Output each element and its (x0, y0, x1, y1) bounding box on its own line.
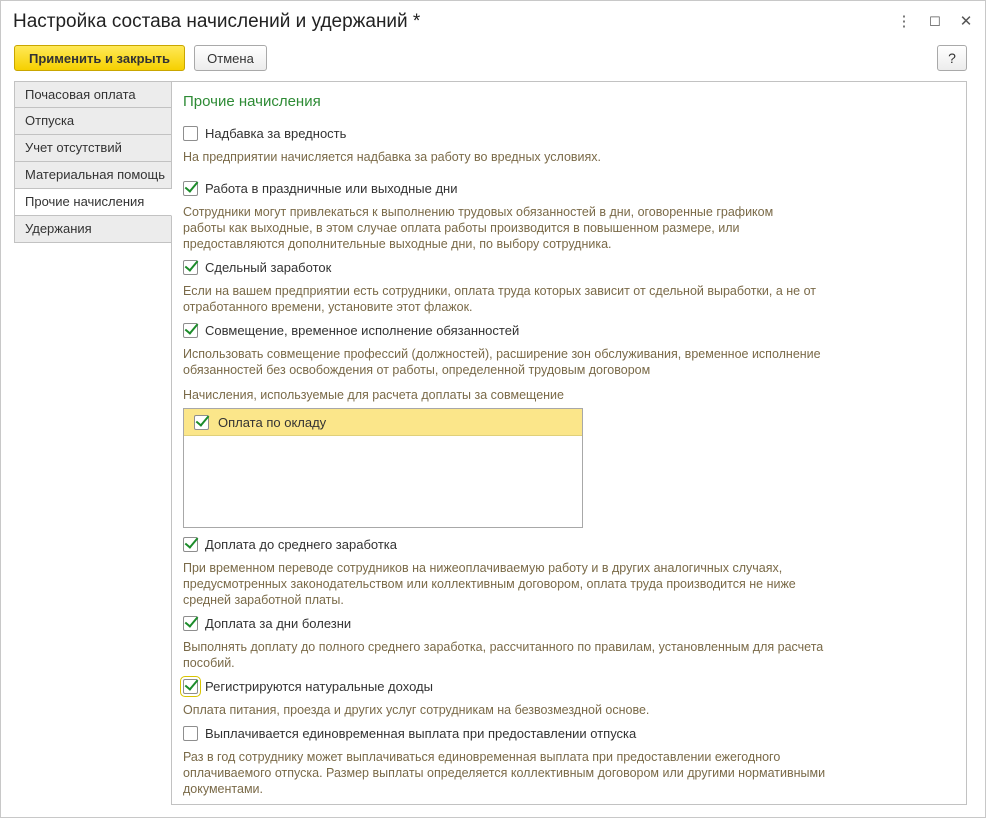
salary-pay-checkbox[interactable] (194, 415, 209, 430)
option-label: Доплата до среднего заработка (205, 537, 397, 552)
vacation-lump-sum-checkbox[interactable] (183, 726, 198, 741)
tab-other-accruals[interactable]: Прочие начисления (14, 189, 172, 216)
combination-checkbox[interactable] (183, 323, 198, 338)
option-description: Раз в год сотруднику может выплачиваться единовременная выплата при предоставлении ежегодного оплачиваемого отпуска. Размер выплаты определяется коллективным договором или другими нормативными документами. (183, 750, 826, 796)
option-holiday-work[interactable] (183, 181, 457, 196)
option-description: Сотрудники могут привлекаться к выполнению трудовых обязанностей в дни, оговоренные графиком работы как выходные, в этом случае оплата работы производится в повышенном размере, или предоставляются дополнительные выходные дни, по выбору сотрудника. (183, 205, 774, 251)
tab-material-aid[interactable]: Материальная помощь (14, 162, 172, 189)
option-description: При временном переводе сотрудников на нижеоплачиваемую работу и в других аналогичных случаях, предусмотренных законодательством или коллективным договором, оплата труда производится не ниже средней заработной платы. (183, 561, 796, 607)
option-label: Совмещение, временное исполнение обязанностей (205, 323, 520, 338)
option-description: Выполнять доплату до полного среднего заработка, рассчитанного по правилам, установленным для расчета пособий. (183, 640, 824, 670)
combination-accruals-list[interactable] (183, 408, 583, 528)
more-menu-icon[interactable]: ⋮ (896, 13, 912, 30)
option-description: Использовать совмещение профессий (должностей), расширение зон обслуживания, временное исполнение обязанностей без освобождения от работы, определенной трудовым договором (183, 347, 821, 377)
apply-and-close-button[interactable]: Применить и закрыть (14, 45, 185, 71)
option-hazard-bonus[interactable] (183, 126, 346, 141)
close-icon[interactable]: ✕ (959, 13, 973, 30)
combination-list-caption: Начисления, используемые для расчета доплаты за совмещение (183, 388, 564, 402)
option-label: Доплата за дни болезни (205, 616, 352, 631)
help-button[interactable]: ? (937, 45, 967, 71)
option-natural-income[interactable] (183, 679, 433, 694)
option-description: Оплата питания, проезда и других услуг сотрудникам на безвозмездной основе. (183, 703, 650, 717)
option-label: Работа в праздничные или выходные дни (205, 181, 458, 196)
natural-income-checkbox[interactable] (183, 679, 198, 694)
section-title: Прочие начисления (183, 93, 321, 110)
maximize-icon[interactable]: ☐ (929, 14, 941, 29)
list-item-label: Оплата по окладу (218, 414, 327, 430)
tab-list (14, 81, 172, 243)
option-average-earnings[interactable] (183, 537, 397, 552)
list-item[interactable] (184, 409, 582, 436)
window-title: Настройка состава начислений и удержаний * (13, 11, 421, 32)
piecework-checkbox[interactable] (183, 260, 198, 275)
tab-deductions[interactable]: Удержания (14, 216, 172, 243)
tab-hourly-pay[interactable]: Почасовая оплата (14, 81, 172, 108)
average-earnings-checkbox[interactable] (183, 537, 198, 552)
option-description: Если на вашем предприятии есть сотрудники, оплата труда которых зависит от сдельной выработки, а не от отработанного времени, установите этот флажок. (183, 284, 817, 314)
option-label: Регистрируются натуральные доходы (205, 679, 433, 694)
option-vacation-lump-sum[interactable] (183, 726, 636, 741)
option-label: Выплачивается единовременная выплата при предоставлении отпуска (205, 726, 637, 741)
sick-days-checkbox[interactable] (183, 616, 198, 631)
option-description: На предприятии начисляется надбавка за работу во вредных условиях. (183, 150, 602, 164)
tab-absence[interactable]: Учет отсутствий (14, 135, 172, 162)
option-combination[interactable] (183, 323, 519, 338)
option-label: Надбавка за вредность (205, 126, 347, 141)
cancel-button[interactable]: Отмена (194, 45, 267, 71)
tab-vacations[interactable]: Отпуска (14, 108, 172, 135)
hazard-bonus-checkbox[interactable] (183, 126, 198, 141)
option-label: Сдельный заработок (205, 260, 332, 275)
holiday-work-checkbox[interactable] (183, 181, 198, 196)
other-accruals-panel (171, 81, 967, 805)
option-sick-days[interactable] (183, 616, 351, 631)
option-piecework[interactable] (183, 260, 331, 275)
